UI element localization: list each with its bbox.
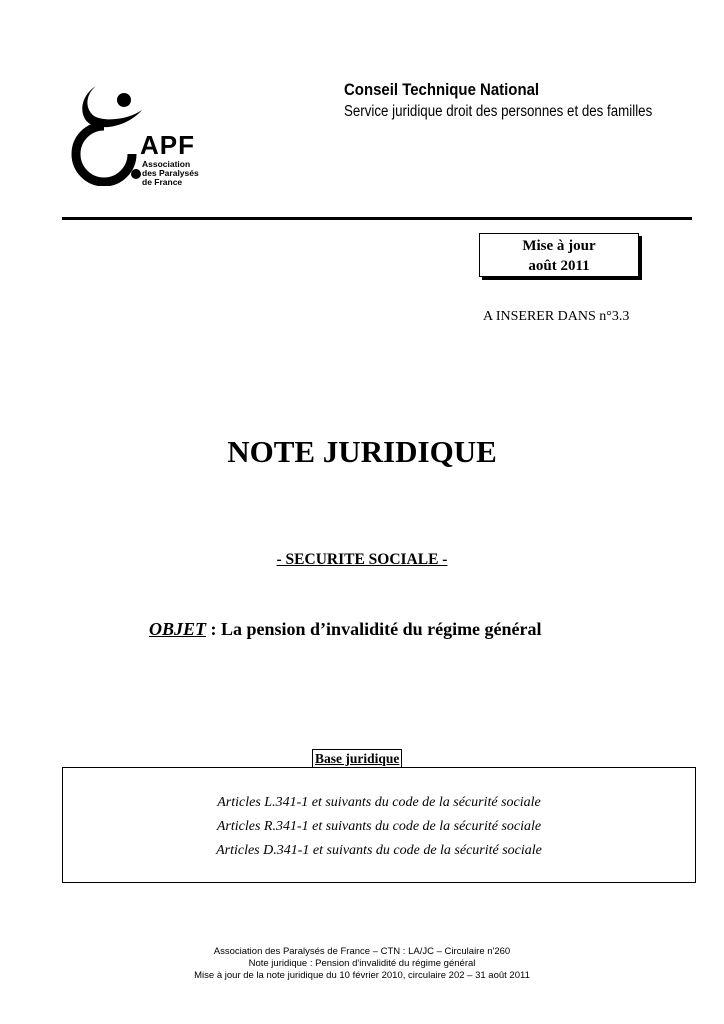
- logo-subtitle-line: des Paralysés: [142, 168, 199, 178]
- header-divider: [62, 217, 692, 220]
- update-line-1: Mise à jour: [522, 238, 596, 254]
- header-subtitle: Service juridique droit des personnes et des familles: [344, 103, 653, 120]
- logo-subtitle-line: de France: [142, 177, 183, 187]
- article-line: Articles L.341-1 et suivants du code de la sécurité sociale: [217, 795, 541, 810]
- apf-logo: [66, 82, 242, 194]
- page-footer: [0, 946, 724, 982]
- footer-line: Association des Paralysés de France – CTN : LA/JC – Circulaire n'260: [213, 946, 511, 957]
- section-heading: - SECURITE SOCIALE -: [276, 551, 448, 568]
- logo-wordmark: APF: [140, 130, 195, 160]
- insert-note: A INSERER DANS n°3.3: [483, 309, 630, 324]
- update-box: [479, 233, 639, 277]
- apf-figure-icon: [66, 82, 142, 186]
- legal-basis-label: Base juridique: [312, 749, 402, 768]
- document-title: NOTE JURIDIQUE: [227, 434, 497, 469]
- article-line: Articles D.341-1 et suivants du code de la sécurité sociale: [216, 843, 542, 858]
- article-line: Articles R.341-1 et suivants du code de la sécurité sociale: [216, 819, 542, 834]
- objet-line: [149, 619, 542, 640]
- footer-line: Note juridique : Pension d'invalidité du régime général: [248, 958, 476, 969]
- update-line-2: août 2011: [528, 258, 590, 274]
- header-title: Conseil Technique National: [344, 80, 540, 99]
- logo-subtitle: [142, 160, 199, 187]
- legal-basis-box: [62, 767, 696, 883]
- footer-line: Mise à jour de la note juridique du 10 février 2010, circulaire 202 – 31 août 2011: [194, 970, 530, 981]
- objet-text: La pension d’invalidité du régime général: [221, 619, 542, 639]
- objet-separator: :: [206, 619, 222, 639]
- logo-subtitle-line: Association: [142, 159, 191, 169]
- objet-label: OBJET: [149, 619, 207, 639]
